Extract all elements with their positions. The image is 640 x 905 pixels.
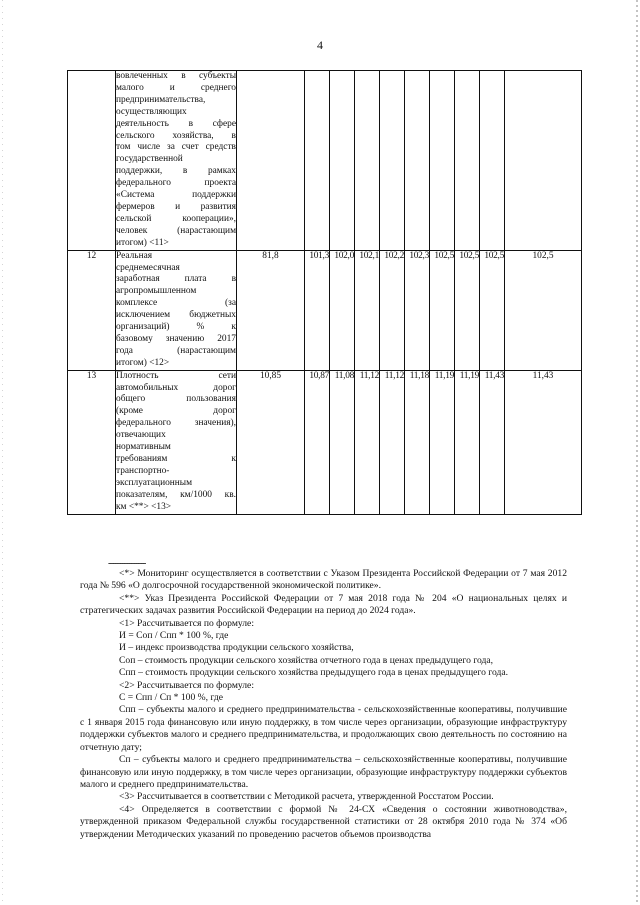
description-line: года (нарастающим	[116, 345, 236, 356]
footnote-4: <4> Определяется в соответствии с формой № 24-СХ «Сведения о состоянии животноводства», утвержденной приказом Федеральной службы государственной статистики от 28 октября 2010 года № 374 «Об утверждении Методических указаний по проведению расчетов объемов производства	[80, 803, 567, 840]
scan-edge-right	[636, 0, 638, 905]
formula-1-def-i: И – индекс производства продукции сельского хозяйства,	[119, 642, 354, 654]
footnote-separator: ----------------	[108, 558, 146, 569]
description-line: требованиям к	[116, 454, 236, 464]
year-value: 102,3	[405, 250, 430, 370]
description-line: итогом) <12>	[116, 357, 170, 368]
year-value: 10,87	[305, 370, 330, 514]
description-line: нормативным	[116, 442, 171, 453]
year-value: 11,43	[480, 370, 505, 514]
scan-edge-left	[2, 0, 3, 905]
description-line: человек (нарастающим	[116, 225, 236, 236]
year-value	[380, 71, 405, 251]
description-line: осуществляющих	[116, 106, 187, 117]
target-value: 102,5	[505, 250, 582, 370]
table-row	[68, 71, 582, 251]
year-value: 11,19	[430, 370, 455, 514]
footnote-3: <3> Рассчитывается в соответствии с Методикой расчета, утвержденной Росстатом России.	[119, 791, 494, 803]
indicator-description	[116, 250, 237, 370]
description-line: вовлеченных в субъекты	[116, 71, 236, 81]
indicator-description	[116, 71, 237, 251]
description-line: поддержки, в рамках	[116, 166, 236, 177]
year-value	[405, 71, 430, 251]
base-value	[237, 71, 305, 251]
year-value	[355, 71, 380, 251]
year-value	[430, 71, 455, 251]
formula-1: И = Соп / Спп * 100 %, где	[119, 630, 229, 642]
description-line: отвечающих	[116, 430, 166, 441]
year-value	[480, 71, 505, 251]
table-row	[68, 250, 582, 370]
description-line: малого и среднего	[116, 82, 236, 93]
description-line: комплексе (за	[116, 298, 236, 309]
table-row	[68, 370, 582, 514]
description-line: базовому значению 2017	[116, 333, 236, 344]
row-number: 13	[68, 370, 116, 514]
formula-2: С = Спп / Сп * 100 %, где	[119, 692, 224, 704]
indicator-description	[116, 370, 237, 514]
row-number	[68, 71, 116, 251]
description-line: км <**> <13>	[116, 501, 172, 512]
year-value: 102,5	[480, 250, 505, 370]
footnote-2: <2> Рассчитывается по формуле:	[119, 679, 254, 691]
formula-1-def-spp: Спп – стоимость продукции сельского хозяйства предыдущего года в ценах предыдущего года.	[119, 667, 509, 679]
description-line: (кроме дорог	[116, 406, 236, 417]
description-line: исключением бюджетных	[116, 310, 236, 321]
description-line: автомобильных дорог	[116, 382, 236, 393]
year-value: 102,5	[455, 250, 480, 370]
description-line: сельского хозяйства, в	[116, 130, 236, 141]
description-line: эксплуатационным	[116, 477, 193, 488]
description-line: общего пользования	[116, 394, 236, 405]
year-value: 11,18	[405, 370, 430, 514]
year-value: 11,19	[455, 370, 480, 514]
base-value: 81,8	[237, 250, 305, 370]
description-line: агропромышленном	[116, 286, 197, 297]
year-value: 11,12	[380, 370, 405, 514]
year-value: 102,0	[330, 250, 355, 370]
footnotes	[80, 568, 567, 841]
description-line: итогом) <11>	[116, 237, 169, 248]
target-value	[505, 71, 582, 251]
target-value: 11,43	[505, 370, 582, 514]
footnote-asterisk: <*> Мониторинг осуществляется в соответствии с Указом Президента Российской Федерации от 7 мая 2012 года № 596 «О долгосрочной государственной экономической политике».	[80, 568, 567, 592]
description-line: государственной	[116, 154, 183, 165]
year-value: 101,3	[305, 250, 330, 370]
year-value	[330, 71, 355, 251]
description-line: среднемесячная	[116, 262, 180, 273]
year-value: 102,1	[355, 250, 380, 370]
description-line: организаций) % к	[116, 322, 236, 333]
year-value: 102,2	[380, 250, 405, 370]
formula-1-def-sop: Соп – стоимость продукции сельского хозяйства отчетного года в ценах предыдущего года,	[119, 654, 494, 666]
description-line: Плотность сети	[116, 370, 236, 381]
description-line: сельской кооперации»,	[116, 213, 236, 224]
footnote-double-asterisk: <**> Указ Президента Российской Федерации от 7 мая 2018 года № 204 «О национальных целях и стратегических задачах развития Российской Федерации на период до 2024 года».	[80, 592, 567, 617]
page-number: 4	[317, 38, 323, 52]
description-line: фермеров и развития	[116, 201, 236, 212]
description-line: федерального проекта	[116, 178, 236, 189]
description-line: «Система поддержки	[116, 190, 236, 201]
year-value	[455, 71, 480, 251]
description-line: заработная плата в	[116, 274, 236, 285]
base-value: 10,85	[237, 370, 305, 514]
footnote-1: <1> Рассчитывается по формуле:	[119, 617, 254, 629]
description-line: показателям, км/1000 кв.	[116, 489, 236, 500]
description-line: Реальная	[116, 250, 153, 261]
year-value: 102,5	[430, 250, 455, 370]
row-number: 12	[68, 250, 116, 370]
description-line: предпринимательства,	[116, 94, 206, 105]
description-line: транспортно-	[116, 465, 170, 476]
description-line: деятельность в сфере	[116, 118, 236, 129]
indicators-table	[67, 70, 582, 515]
description-line: том числе за счет средств	[116, 142, 236, 153]
year-value	[305, 71, 330, 251]
formula-2-def-sp: Сп – субъекты малого и среднего предпринимательства – сельскохозяйственные кооперативы, получившие финансовую или иную поддержку, в том числе через организации, образующие инфраструктуру поддержки субъектов малого и среднего предпринимательства.	[80, 754, 567, 790]
description-line: федерального значения),	[116, 418, 236, 429]
year-value: 11,08	[330, 370, 355, 514]
year-value: 11,12	[355, 370, 380, 514]
formula-2-def-spp: Спп – субъекты малого и среднего предпринимательства - сельскохозяйственные кооперативы, получившие с 1 января 2015 года финансовую или иную поддержку, в том числе через организации, образующие инфраструктуру поддержки субъектов малого и среднего предпринимательства, и продолжающих свою деятельность по состоянию на отчетную дату;	[80, 704, 567, 753]
